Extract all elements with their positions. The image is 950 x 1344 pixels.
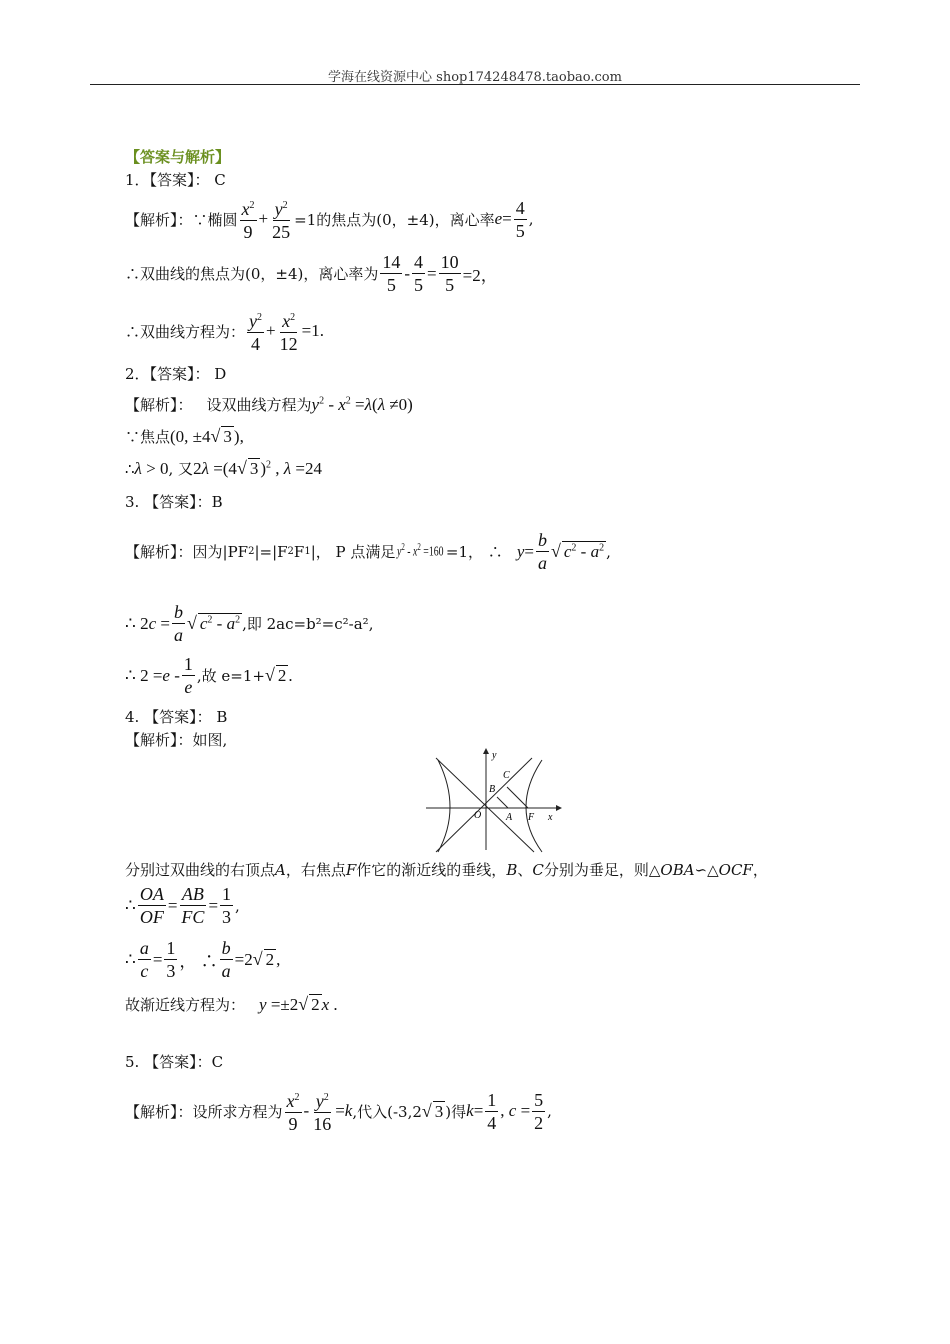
- label-A: A: [506, 812, 513, 823]
- fraction: $\frac{4}{5}$: [414, 252, 424, 295]
- fraction: $\frac{b}{a}$: [221, 938, 231, 981]
- fraction: $\frac{y^2}{16}$: [311, 1088, 333, 1134]
- hyperbola-figure: [424, 746, 564, 854]
- q2-p3-pre: ∴: [125, 459, 135, 478]
- label-y: y: [492, 750, 497, 761]
- q4-explain-line4: ∴ $\frac{a}{c}$ = $\frac{1}{3}$ ， ∴ $\frac{b}{a}$ =2√ 2 ,: [125, 938, 281, 981]
- header-rule: [90, 84, 860, 85]
- fraction: $\frac{a}{c}$: [139, 938, 149, 981]
- q2-label: 【解析】：: [125, 396, 193, 414]
- y-axis-arrow: [483, 748, 489, 754]
- q4-p1: 如图,: [192, 731, 228, 749]
- page-header: 学海在线资源中心 shop174248478.taobao.com: [328, 70, 622, 85]
- q2-answer: 2．【答案】： D: [125, 365, 227, 383]
- q5-answer: 5. 【答案】：C: [125, 1053, 224, 1071]
- q2-explain-line3: ∴ λ > 0 , 又 2λ =(4√ 3 )$^2$ , λ = 24: [125, 458, 322, 478]
- fraction: $\frac{1}{3}$: [222, 884, 232, 927]
- fraction: $\frac{x^2}{9}$: [240, 196, 257, 242]
- perpendicular-AB: [497, 797, 508, 808]
- q3-p1-pre: 因为|PF: [192, 543, 249, 561]
- fraction: $\frac{x^2}{9}$: [285, 1088, 302, 1134]
- q2-p2: ∵焦点: [125, 428, 171, 446]
- fraction: $\frac{y^2}{25}$: [270, 196, 292, 242]
- q2-p3-mid: , 又: [168, 460, 194, 478]
- fraction: $\frac{b}{a}$: [537, 530, 547, 573]
- q2-explain-line2: ∵焦点 (0, ±4√ 3 ),: [125, 426, 244, 446]
- q1-explain-line3: ∴双曲线方程为： $\frac{y^2}{4}$ + $\frac{x^2}{12}$ =1.: [125, 308, 324, 354]
- q2-lambda-value: 24: [304, 458, 322, 478]
- label-O: O: [474, 810, 482, 821]
- q3-explain-line2: ∴ 2c = $\frac{b}{a}$ √ $c^2 - a^2$ ,即 2ac=b²=c²-a²,: [125, 602, 374, 645]
- q4-explain-line3: ∴ $\frac{OA}{OF}$ = $\frac{AB}{FC}$ = $\frac{1}{3}$ ,: [125, 884, 240, 927]
- fraction: $\frac{AB}{FC}$: [181, 884, 205, 927]
- q1-explain-line2: ∴双曲线的焦点为(0，±4)，离心率为 $\frac{14}{5}$ - $\frac{4}{5}$ = $\frac{10}{5}$ =2，: [125, 252, 498, 295]
- q2-explain-line1: 【解析】： 设双曲线方程为 $y^2 - x^2 =\lambda(\lambda \ne 0)$: [125, 394, 413, 414]
- q1-p1-mid: =1的焦点为(0，±4)，离心率: [294, 210, 495, 229]
- q3-explain-line3: ∴ 2 =e - $\frac{1}{e}$ ,故 e=1+ √ 2 .: [125, 654, 293, 697]
- x-axis-arrow: [556, 805, 562, 811]
- q3-p1-mid: |=|F: [254, 542, 288, 561]
- fraction: $\frac{x^2}{12}$: [278, 308, 300, 354]
- q3-answer: 3. 【答案】：B: [125, 493, 223, 511]
- q4-explain-line1: [125, 729, 227, 750]
- q5-label: 【解析】：: [125, 1102, 193, 1121]
- label-x: x: [548, 812, 553, 823]
- q1-label: 【解析】：: [125, 210, 193, 229]
- q3-p1-tail: |， P 点满足: [310, 543, 396, 561]
- label-F: F: [528, 812, 535, 823]
- fraction: $\frac{1}{e}$: [183, 654, 193, 697]
- fraction: $\frac{y^2}{4}$: [247, 308, 264, 354]
- q5-explain-line1: 【解析】： 设所求方程为 $\frac{x^2}{9}$ - $\frac{y^2}{16}$ =k ,代入(-3,2 √ 3 )得 k = $\frac{1}{4}$ , c = $\frac{5}{2}$ ,: [125, 1089, 552, 1134]
- fraction: $\frac{14}{5}$: [382, 252, 401, 295]
- label-C: C: [503, 770, 510, 781]
- q2-p1-pre: 设双曲线方程为: [206, 396, 312, 414]
- q1-p2-pre: ∴双曲线的焦点为(0，±4)，离心率为: [125, 265, 379, 283]
- q4-answer: 4. 【答案】： B: [125, 708, 228, 726]
- q1-answer: 1．【答案】： C: [125, 171, 226, 189]
- fraction: $\frac{10}{5}$: [440, 252, 459, 295]
- q4-label: 【解析】：: [125, 731, 193, 749]
- q3-p3-tail: ,故 e=1+: [196, 667, 265, 685]
- hyperbola-left-branch: [438, 760, 450, 852]
- label-B: B: [489, 784, 496, 795]
- q1-p3-pre: ∴双曲线方程为：: [125, 322, 246, 341]
- q4-explain-line2: 分别过双曲线的右顶点 A ，右焦点 F 作它的渐近线的垂线， B 、 C 分别为垂足，则△ OBA ∽△ OCF ，: [125, 860, 768, 879]
- fraction: $\frac{1}{4}$: [487, 1089, 497, 1133]
- fraction: $\frac{b}{a}$: [173, 602, 183, 645]
- q3-p2-tail: ,即 2ac=b²=c²-a²,: [242, 615, 374, 633]
- hyperbola-right-branch: [526, 760, 542, 852]
- fraction: $\frac{4}{5}$: [515, 197, 525, 241]
- section-title: 【答案与解析】: [125, 148, 231, 166]
- q1-p1-pre: ∵椭圆: [192, 210, 238, 229]
- q3-explain-line1: 【解析】： 因为|PF 2 |=|F 2 F 1 |， P 点满足 $y^2 - x^2 =160$ =1， ∴ y = $\frac{b}{a}$ √ $c^2 - a^2$ ,: [125, 530, 611, 573]
- fraction: $\frac{5}{2}$: [534, 1089, 544, 1133]
- fraction: $\frac{OA}{OF}$: [139, 884, 164, 927]
- q3-label: 【解析】：: [125, 543, 193, 561]
- fraction: $\frac{1}{3}$: [166, 938, 176, 981]
- q1-explain-line1: 【解析】： ∵椭圆 $\frac{x^2}{9}$ + $\frac{y^2}{25}$ =1的焦点为(0，±4)，离心率 e= $\frac{4}{5}$ ,: [125, 197, 534, 242]
- q4-explain-line5: 故渐近线方程为： y =±2√ 2 x .: [125, 994, 338, 1014]
- perpendicular-FC: [507, 787, 528, 808]
- q3-p1-after: =1， ∴: [445, 543, 503, 561]
